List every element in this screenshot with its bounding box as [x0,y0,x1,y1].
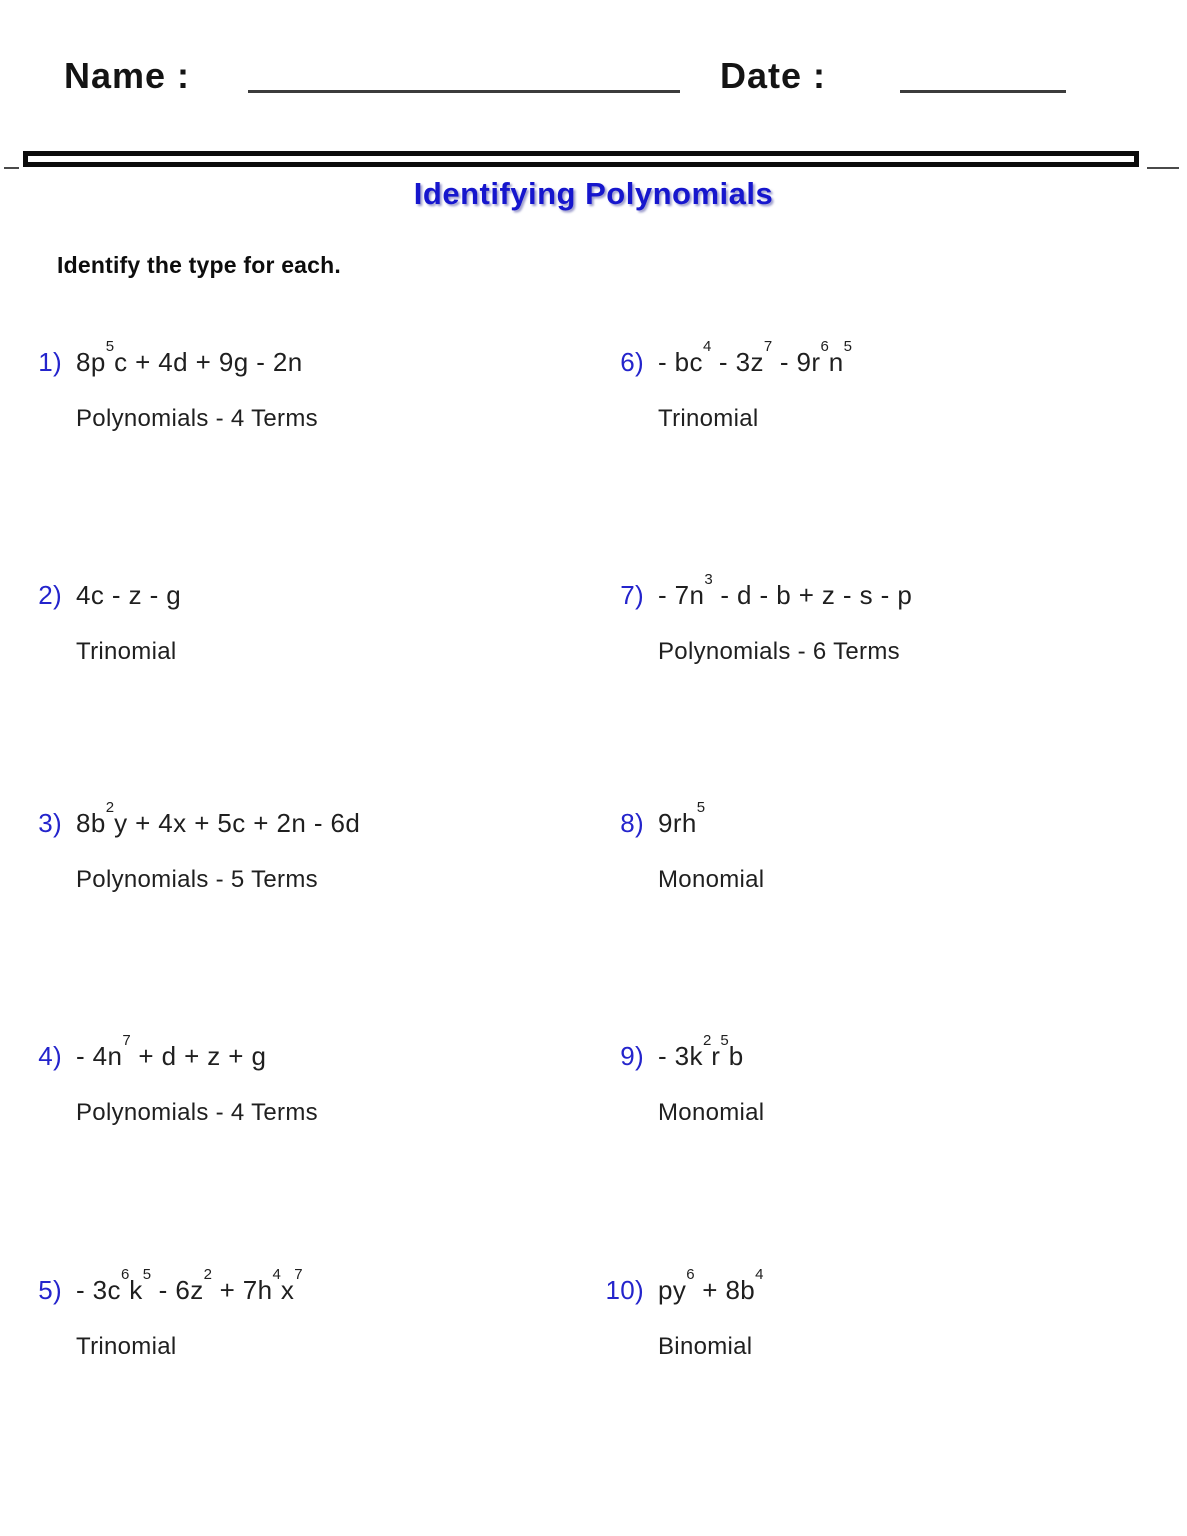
answer-text: Polynomials - 4 Terms [76,405,318,432]
date-label: Date : [720,55,827,96]
polynomial-expression: - $3k^2r^5b$ [658,1032,744,1071]
problem-number: 4) [38,1041,62,1071]
polynomial-expression: 4c - z - g [76,580,182,610]
exponent: 5 [696,799,706,817]
answer-text: Trinomial [76,638,177,665]
problem-content [644,799,765,894]
exponent: 7 [294,1266,303,1284]
problem-8 [602,799,765,894]
answer-text: Trinomial [658,405,759,432]
problem-10 [602,1266,764,1361]
polynomial-expression: $8p^5c + 4d + 9g - 2n$ [76,338,303,377]
exponent: 7 [122,1032,131,1050]
exponent: 2 [702,1032,712,1050]
problem-6 [602,338,853,433]
problem-content [644,1266,764,1361]
problem-number: 9) [620,1041,644,1071]
exponent: 4 [755,1266,764,1284]
problem-7 [602,571,913,666]
exponent: 5 [105,338,115,356]
answer-text: Polynomials - 5 Terms [76,866,318,893]
problem-3 [20,799,361,894]
divider-left-dash [4,167,19,169]
problem-2 [20,578,181,666]
worksheet-title: Identifying Polynomials [413,176,774,211]
problem-5 [20,1266,303,1361]
exponent: 5 [142,1266,152,1284]
exponent: 5 [720,1032,729,1050]
problem-number: 7) [620,580,644,610]
polynomial-expression: $8b^2y + 4x + 5c + 2n - 6d$ [76,799,361,838]
exponent: 2 [105,799,115,817]
answer-text: Polynomials - 4 Terms [76,1099,318,1126]
problem-1 [20,338,318,433]
exponent: 2 [203,1266,212,1284]
instruction-text: Identify the type for each. [57,252,342,278]
problems-column-right [602,0,1167,1536]
polynomial-expression: $py^6 + 8b^4$ [658,1266,764,1305]
answer-text: Binomial [658,1333,753,1360]
problem-number: 2) [38,580,62,610]
problem-content [62,578,181,666]
polynomial-expression: - $7n^3 - d - b + z - s - p$ [658,571,913,610]
problem-content [644,338,853,433]
problem-content [62,799,361,894]
exponent: 5 [843,338,853,356]
problem-number: 1) [38,347,62,377]
exponent: 6 [820,338,829,356]
problem-4 [20,1032,318,1127]
problem-number: 6) [620,347,644,377]
answer-text: Monomial [658,1099,765,1126]
exponent: 4 [702,338,712,356]
problem-number: 5) [38,1275,62,1305]
name-label: Name : [64,55,191,96]
problem-number: 10) [605,1275,644,1305]
exponent: 4 [272,1266,281,1284]
problem-content [62,1266,303,1361]
polynomial-expression: - $4n^7 + d + z + g$ [76,1032,267,1071]
answer-text: Monomial [658,866,765,893]
problem-content [62,338,318,433]
answer-text: Polynomials - 6 Terms [658,638,900,665]
polynomial-expression: - $bc^4 - 3z^7 - 9r^6n^5$ [658,338,853,377]
problem-content [62,1032,318,1127]
problem-content [644,571,913,666]
polynomial-expression: $9rh^5$ [658,799,706,838]
exponent: 6 [120,1266,130,1284]
answer-text: Trinomial [76,1333,177,1360]
problem-number: 3) [38,808,62,838]
polynomial-expression: - $3c^6k^5 - 6z^2 + 7h^4x^7$ [76,1266,303,1305]
exponent: 7 [763,338,773,356]
problem-number: 8) [620,808,644,838]
problems-column-left [20,0,585,1536]
exponent: 6 [686,1266,695,1284]
problem-9 [602,1032,765,1127]
exponent: 3 [704,571,713,589]
problem-content [644,1032,765,1127]
